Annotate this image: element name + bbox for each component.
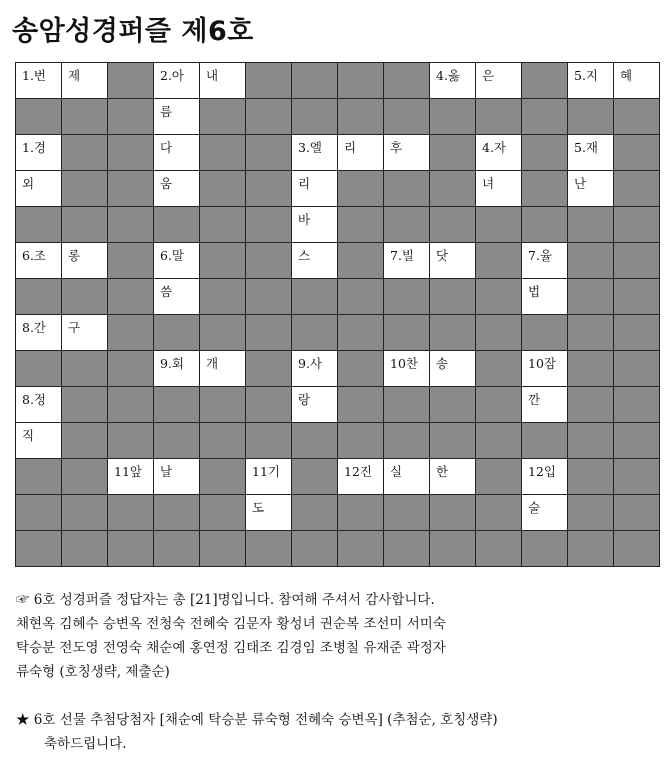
grid-row [16, 495, 660, 531]
black-cell [200, 207, 246, 243]
black-cell [568, 423, 614, 459]
cell-text: 롱 [68, 248, 81, 263]
letter-cell[interactable] [246, 459, 292, 495]
black-cell [476, 459, 522, 495]
black-cell [62, 423, 108, 459]
black-cell [200, 171, 246, 207]
black-cell [614, 495, 660, 531]
black-cell [338, 63, 384, 99]
cell-text: 7.빌 [390, 248, 415, 263]
black-cell [292, 495, 338, 531]
black-cell [430, 423, 476, 459]
letter-cell[interactable] [430, 351, 476, 387]
black-cell [246, 423, 292, 459]
black-cell [62, 459, 108, 495]
black-cell [338, 207, 384, 243]
cell-text: 실 [390, 464, 403, 479]
winner-names-row-1: 채현옥 김혜수 승변옥 전청숙 전혜숙 김문자 황성녀 권순복 조선미 서미숙 [16, 616, 446, 632]
black-cell [16, 279, 62, 315]
black-cell [16, 531, 62, 567]
black-cell [568, 531, 614, 567]
black-cell [62, 279, 108, 315]
black-cell [154, 423, 200, 459]
black-cell [430, 135, 476, 171]
black-cell [522, 99, 568, 135]
black-cell [62, 135, 108, 171]
black-cell [384, 63, 430, 99]
black-cell [200, 495, 246, 531]
black-cell [200, 279, 246, 315]
letter-cell[interactable] [522, 243, 568, 279]
letter-cell[interactable] [568, 171, 614, 207]
cell-text: 5.재 [574, 140, 599, 155]
black-cell [62, 351, 108, 387]
cell-text: 스 [298, 248, 311, 263]
cell-text: 제 [68, 68, 81, 83]
cell-text: 한 [436, 464, 449, 479]
cell-text: 4.자 [482, 140, 507, 155]
black-cell [384, 423, 430, 459]
letter-cell[interactable] [246, 495, 292, 531]
black-cell [108, 279, 154, 315]
cell-text: 랑 [298, 392, 311, 407]
black-cell [108, 243, 154, 279]
cell-text: 닷 [436, 248, 449, 263]
crossword-grid [15, 62, 660, 567]
black-cell [384, 531, 430, 567]
grid-row [16, 99, 660, 135]
black-cell [476, 531, 522, 567]
grid-row [16, 279, 660, 315]
cell-text: 12진 [344, 464, 372, 479]
black-cell [614, 99, 660, 135]
black-cell [568, 315, 614, 351]
cell-text: 8.정 [22, 392, 47, 407]
black-cell [384, 171, 430, 207]
letter-cell[interactable] [16, 387, 62, 423]
letter-cell[interactable] [16, 135, 62, 171]
cell-text: 3.엘 [298, 140, 323, 155]
letter-cell[interactable] [384, 135, 430, 171]
black-cell [246, 279, 292, 315]
black-cell [384, 387, 430, 423]
cell-text: 리 [298, 176, 311, 191]
cell-text: 은 [482, 68, 495, 83]
black-cell [16, 99, 62, 135]
letter-cell[interactable] [62, 315, 108, 351]
black-cell [476, 495, 522, 531]
grid-row [16, 459, 660, 495]
black-cell [338, 279, 384, 315]
black-cell [338, 315, 384, 351]
letter-cell[interactable] [476, 63, 522, 99]
black-cell [476, 351, 522, 387]
cell-text: 날 [160, 464, 173, 479]
black-cell [200, 135, 246, 171]
congratulations-text: 축하드립니다. [44, 736, 127, 752]
letter-cell[interactable] [522, 459, 568, 495]
letter-cell[interactable] [200, 351, 246, 387]
black-cell [292, 63, 338, 99]
cell-text: 도 [252, 500, 265, 515]
black-cell [568, 387, 614, 423]
cell-text: 후 [390, 140, 403, 155]
black-cell [200, 459, 246, 495]
letter-cell[interactable] [476, 135, 522, 171]
letter-cell[interactable] [568, 135, 614, 171]
letter-cell[interactable] [522, 495, 568, 531]
black-cell [200, 243, 246, 279]
cell-text: 녀 [482, 176, 495, 191]
cell-text: 술 [528, 500, 541, 515]
letter-cell[interactable] [338, 459, 384, 495]
black-cell [338, 387, 384, 423]
cell-text: 깐 [528, 392, 541, 407]
cell-text: 6.말 [160, 248, 185, 263]
black-cell [292, 423, 338, 459]
black-cell [614, 531, 660, 567]
cell-text: 11기 [252, 464, 280, 479]
black-cell [338, 243, 384, 279]
black-cell [568, 207, 614, 243]
letter-cell[interactable] [384, 243, 430, 279]
black-cell [108, 99, 154, 135]
black-cell [430, 99, 476, 135]
cell-text: 혜 [620, 68, 633, 83]
cell-text: 리 [344, 140, 357, 155]
black-cell [476, 207, 522, 243]
black-cell [338, 171, 384, 207]
black-cell [430, 207, 476, 243]
black-cell [384, 495, 430, 531]
black-cell [384, 99, 430, 135]
black-cell [246, 99, 292, 135]
black-cell [522, 207, 568, 243]
letter-cell[interactable] [568, 63, 614, 99]
black-cell [200, 99, 246, 135]
letter-cell[interactable] [16, 315, 62, 351]
black-cell [476, 315, 522, 351]
black-cell [108, 207, 154, 243]
black-cell [430, 279, 476, 315]
black-cell [246, 171, 292, 207]
black-cell [62, 387, 108, 423]
black-cell [430, 315, 476, 351]
cell-text: 1.경 [22, 140, 47, 155]
black-cell [338, 99, 384, 135]
letter-cell[interactable] [430, 459, 476, 495]
black-cell [246, 315, 292, 351]
black-cell [246, 135, 292, 171]
cell-text: 내 [206, 68, 219, 83]
cell-text: 1.번 [22, 68, 47, 83]
cell-text: 법 [528, 284, 541, 299]
letter-cell[interactable] [522, 279, 568, 315]
grid-row [16, 387, 660, 423]
black-cell [338, 351, 384, 387]
letter-cell[interactable] [16, 171, 62, 207]
black-cell [430, 495, 476, 531]
black-cell [476, 99, 522, 135]
letter-cell[interactable] [154, 135, 200, 171]
black-cell [200, 531, 246, 567]
letter-cell[interactable] [108, 459, 154, 495]
letter-cell[interactable] [292, 207, 338, 243]
black-cell [476, 243, 522, 279]
black-cell [62, 207, 108, 243]
black-cell [522, 531, 568, 567]
letter-cell[interactable] [338, 135, 384, 171]
cell-text: 7.율 [528, 248, 553, 263]
black-cell [108, 423, 154, 459]
black-cell [200, 423, 246, 459]
black-cell [568, 495, 614, 531]
cell-text: 4.옳 [436, 68, 461, 83]
black-cell [292, 459, 338, 495]
grid-row [16, 423, 660, 459]
letter-cell[interactable] [62, 243, 108, 279]
black-cell [108, 135, 154, 171]
cell-text: 움 [160, 176, 173, 191]
cell-text: 6.조 [22, 248, 47, 263]
black-cell [522, 423, 568, 459]
letter-cell[interactable] [16, 243, 62, 279]
letter-cell[interactable] [430, 243, 476, 279]
letter-cell[interactable] [154, 171, 200, 207]
winner-names-row-2: 탁승분 전도영 전영숙 채순예 홍연정 김태조 김경임 조병칠 유재준 곽정자 [16, 640, 446, 656]
black-cell [338, 531, 384, 567]
prize-draw-notice: ★ 6호 선물 추첨당첨자 [채순예 탁승분 류숙형 전혜숙 승변옥] (추첨순, 호칭생략) [16, 712, 498, 728]
black-cell [614, 387, 660, 423]
cell-text: 2.아 [160, 68, 185, 83]
black-cell [522, 63, 568, 99]
cell-text: 8.간 [22, 320, 47, 335]
black-cell [62, 495, 108, 531]
black-cell [154, 531, 200, 567]
black-cell [292, 279, 338, 315]
black-cell [246, 63, 292, 99]
letter-cell[interactable] [154, 351, 200, 387]
letter-cell[interactable] [154, 63, 200, 99]
cell-text: 개 [206, 356, 219, 371]
black-cell [430, 387, 476, 423]
letter-cell[interactable] [476, 171, 522, 207]
black-cell [614, 459, 660, 495]
letter-cell[interactable] [154, 279, 200, 315]
black-cell [16, 351, 62, 387]
black-cell [476, 387, 522, 423]
black-cell [108, 531, 154, 567]
letter-cell[interactable] [154, 99, 200, 135]
letter-cell[interactable] [384, 459, 430, 495]
letter-cell[interactable] [16, 423, 62, 459]
cell-text: 씀 [160, 284, 173, 299]
black-cell [292, 315, 338, 351]
black-cell [522, 135, 568, 171]
letter-cell[interactable] [384, 351, 430, 387]
grid-row [16, 351, 660, 387]
letter-cell[interactable] [154, 459, 200, 495]
black-cell [200, 387, 246, 423]
cell-text: 9.사 [298, 356, 323, 371]
letter-cell[interactable] [62, 63, 108, 99]
cell-text: 난 [574, 176, 587, 191]
black-cell [476, 423, 522, 459]
black-cell [614, 207, 660, 243]
letter-cell[interactable] [292, 387, 338, 423]
cell-text: 직 [22, 428, 35, 443]
black-cell [476, 279, 522, 315]
black-cell [154, 387, 200, 423]
black-cell [338, 495, 384, 531]
letter-cell[interactable] [614, 63, 660, 99]
black-cell [384, 207, 430, 243]
cell-text: 12입 [528, 464, 556, 479]
black-cell [108, 387, 154, 423]
black-cell [568, 351, 614, 387]
letter-cell[interactable] [522, 387, 568, 423]
black-cell [200, 315, 246, 351]
black-cell [430, 171, 476, 207]
black-cell [154, 315, 200, 351]
cell-text: 외 [22, 176, 35, 191]
cell-text: 바 [298, 212, 311, 227]
black-cell [384, 315, 430, 351]
black-cell [614, 171, 660, 207]
letter-cell[interactable] [430, 63, 476, 99]
letter-cell[interactable] [154, 243, 200, 279]
black-cell [108, 495, 154, 531]
black-cell [62, 99, 108, 135]
cell-text: 름 [160, 104, 173, 119]
letter-cell[interactable] [16, 63, 62, 99]
grid-row [16, 531, 660, 567]
black-cell [384, 279, 430, 315]
black-cell [614, 351, 660, 387]
grid-row [16, 207, 660, 243]
page-title: 송암성경퍼즐 제6호 [12, 16, 254, 47]
cell-text: 10찬 [390, 356, 418, 371]
black-cell [568, 279, 614, 315]
black-cell [292, 99, 338, 135]
cell-text: 9.회 [160, 356, 185, 371]
grid-row [16, 243, 660, 279]
black-cell [614, 135, 660, 171]
letter-cell[interactable] [522, 351, 568, 387]
letter-cell[interactable] [200, 63, 246, 99]
black-cell [338, 423, 384, 459]
black-cell [614, 315, 660, 351]
black-cell [522, 171, 568, 207]
black-cell [246, 207, 292, 243]
black-cell [16, 495, 62, 531]
black-cell [108, 171, 154, 207]
cell-text: 11앞 [114, 464, 142, 479]
black-cell [568, 99, 614, 135]
black-cell [246, 351, 292, 387]
black-cell [568, 243, 614, 279]
letter-cell[interactable] [292, 243, 338, 279]
winner-names-row-3: 류숙형 (호칭생략, 제출순) [16, 664, 170, 680]
cell-text: 5.지 [574, 68, 599, 83]
black-cell [614, 279, 660, 315]
black-cell [16, 459, 62, 495]
cell-text: 10잠 [528, 356, 556, 371]
black-cell [614, 423, 660, 459]
black-cell [522, 315, 568, 351]
cell-text: 송 [436, 356, 449, 371]
black-cell [246, 387, 292, 423]
grid-row [16, 171, 660, 207]
black-cell [108, 351, 154, 387]
grid-row [16, 135, 660, 171]
letter-cell[interactable] [292, 171, 338, 207]
black-cell [154, 207, 200, 243]
cell-text: 다 [160, 140, 173, 155]
cell-text: 구 [68, 320, 81, 335]
letter-cell[interactable] [292, 135, 338, 171]
black-cell [568, 459, 614, 495]
black-cell [246, 531, 292, 567]
letter-cell[interactable] [292, 351, 338, 387]
black-cell [292, 531, 338, 567]
black-cell [614, 243, 660, 279]
black-cell [430, 531, 476, 567]
grid-row [16, 315, 660, 351]
black-cell [246, 243, 292, 279]
black-cell [108, 63, 154, 99]
black-cell [62, 531, 108, 567]
black-cell [16, 207, 62, 243]
notice-participants: ☞ 6호 성경퍼즐 정답자는 총 [21]명입니다. 참여해 주셔서 감사합니다. [16, 592, 435, 608]
black-cell [154, 495, 200, 531]
black-cell [108, 315, 154, 351]
grid-row [16, 63, 660, 99]
black-cell [62, 171, 108, 207]
